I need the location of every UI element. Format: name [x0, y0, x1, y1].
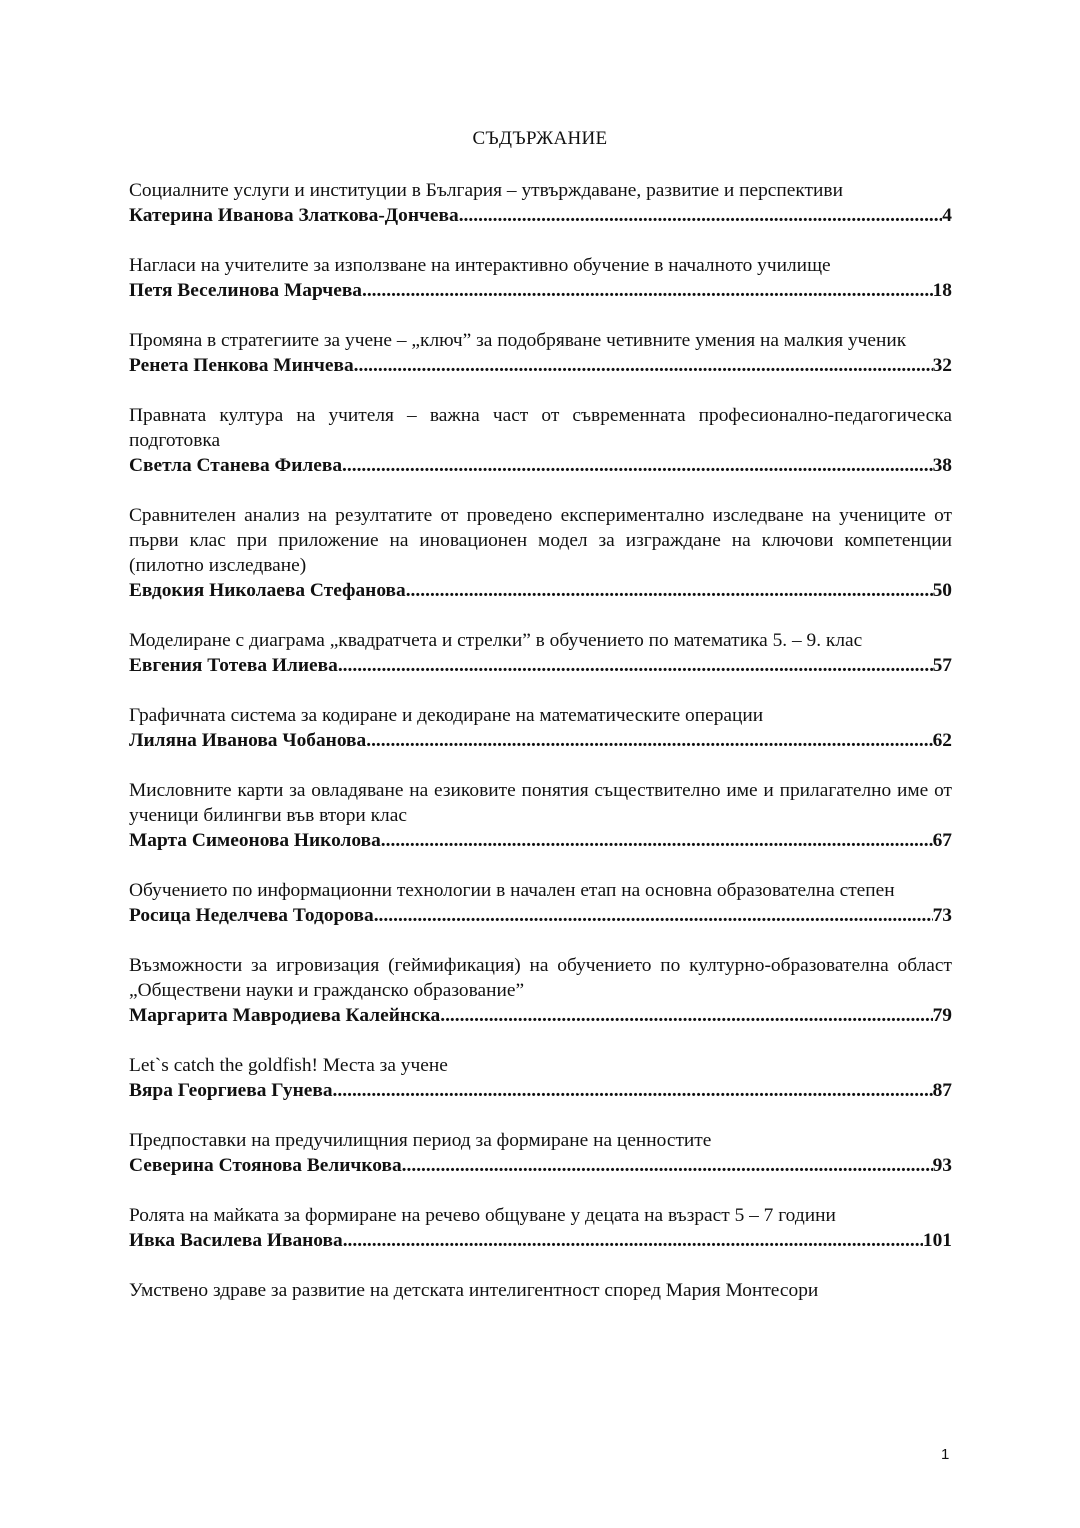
entry-title: Моделиране с диаграма „квадратчета и стрелки” в обучението по математика 5. – 9. клас [129, 630, 863, 651]
entry-title: Предпоставки на предучилищния период за формиране на ценностите [129, 1130, 712, 1151]
entry-author-line [129, 353, 952, 378]
entry-page-number: 32 [932, 355, 952, 376]
dot-leader [343, 1228, 923, 1253]
entry-page-number: 93 [932, 1155, 952, 1176]
toc-entry [129, 703, 952, 753]
entry-title: Умствено здраве за развитие на детската интелигентност според Мария Монтесори [129, 1280, 819, 1301]
entry-page-number: 4 [942, 205, 952, 226]
entry-title: Промяна в стратегиите за учене – „ключ” за подобряване четивните умения на малкия ученик [129, 330, 907, 351]
dot-leader [342, 453, 933, 478]
toc-entry [129, 178, 952, 228]
entry-author-line [129, 1003, 952, 1028]
dot-leader [362, 278, 933, 303]
toc-entry [129, 253, 952, 303]
entry-author-line [129, 203, 952, 228]
entry-title: Ролята на майката за формиране на речево общуване у децата на възраст 5 – 7 години [129, 1205, 836, 1226]
entry-author-line [129, 1078, 952, 1103]
author-name: Лиляна Иванова Чобанова [129, 730, 367, 751]
entry-page-number: 57 [932, 655, 952, 676]
author-name: Маргарита Мавродиева Калейнска [129, 1005, 441, 1026]
entry-page-number: 87 [932, 1080, 952, 1101]
entry-author-line [129, 828, 952, 853]
dot-leader [354, 353, 933, 378]
author-name: Вяра Георгиева Гунева [129, 1080, 333, 1101]
dot-leader [338, 653, 933, 678]
author-name: Евдокия Николаева Стефанова [129, 580, 406, 601]
author-name: Северина Стоянова Величкова [129, 1155, 402, 1176]
toc-entry [129, 328, 952, 378]
entry-page-number: 79 [932, 1005, 952, 1026]
toc-entry [129, 778, 952, 853]
entry-author-line [129, 453, 952, 478]
author-name: Светла Станева Филева [129, 455, 343, 476]
dot-leader [381, 828, 933, 853]
toc-entry [129, 953, 952, 1028]
entry-title: Графичната система за кодиране и декодиране на математическите операции [129, 705, 764, 726]
author-name: Марта Симеонова Николова [129, 830, 381, 851]
dot-leader [402, 1153, 933, 1178]
author-name: Катерина Иванова Златкова-Дончева [129, 205, 459, 226]
entry-author-line [129, 1228, 952, 1253]
entry-page-number: 62 [932, 730, 952, 751]
author-name: Ренета Пенкова Минчева [129, 355, 354, 376]
author-name: Евгения Тотева Илиева [129, 655, 338, 676]
entry-page-number: 50 [932, 580, 952, 601]
entry-title: Възможности за игровизация (геймификация) на обучението по културно-образователна област „Обществени науки и гражданско образование” [129, 955, 952, 1001]
entry-title: Правната култура на учителя – важна част от съвременната професионално-педагогическа подготовка [129, 405, 952, 451]
author-name: Росица Неделчева Тодорова [129, 905, 374, 926]
entry-title: Сравнителен анализ на резултатите от проведено експериментално изследване на учениците от първи клас при приложение на иновационен модел за изграждане на ключови компетенции (пилотно изследване) [129, 505, 952, 576]
dot-leader [366, 728, 932, 753]
toc-entry [129, 403, 952, 478]
entry-title: Социалните услуги и институции в България – утвърждаване, развитие и перспективи [129, 180, 843, 201]
entry-author-line [129, 278, 952, 303]
dot-leader [440, 1003, 932, 1028]
entry-page-number: 18 [932, 280, 952, 301]
entry-author-line [129, 653, 952, 678]
table-of-contents [129, 178, 952, 1328]
entry-page-number: 67 [932, 830, 952, 851]
toc-entry [129, 1278, 952, 1303]
entry-page-number: 38 [932, 455, 952, 476]
toc-entry [129, 878, 952, 928]
entry-author-line [129, 728, 952, 753]
entry-page-number: 101 [922, 1230, 952, 1251]
entry-author-line [129, 1153, 952, 1178]
toc-entry [129, 1203, 952, 1253]
author-name: Ивка Василева Иванова [129, 1230, 343, 1251]
toc-entry [129, 1128, 952, 1178]
toc-entry [129, 628, 952, 678]
dot-leader [374, 903, 933, 928]
entry-title: Обучението по информационни технологии в начален етап на основна образователна степен [129, 880, 895, 901]
page-title: СЪДЪРЖАНИЕ [472, 128, 608, 149]
dot-leader [333, 1078, 933, 1103]
entry-author-line [129, 578, 952, 603]
entry-title: Мисловните карти за овладяване на езиковите понятия съществително име и прилагателно име от ученици билингви във втори клас [129, 780, 952, 826]
toc-entry [129, 1053, 952, 1103]
author-name: Петя Веселинова Марчева [129, 280, 362, 301]
toc-entry [129, 503, 952, 603]
entry-title: Let`s catch the goldfish! Места за учене [129, 1055, 448, 1076]
dot-leader [459, 203, 943, 228]
entry-author-line [129, 903, 952, 928]
dot-leader [406, 578, 933, 603]
entry-page-number: 73 [932, 905, 952, 926]
entry-title: Нагласи на учителите за използване на интерактивно обучение в началното училище [129, 255, 831, 276]
page-number: 1 [941, 1446, 950, 1463]
